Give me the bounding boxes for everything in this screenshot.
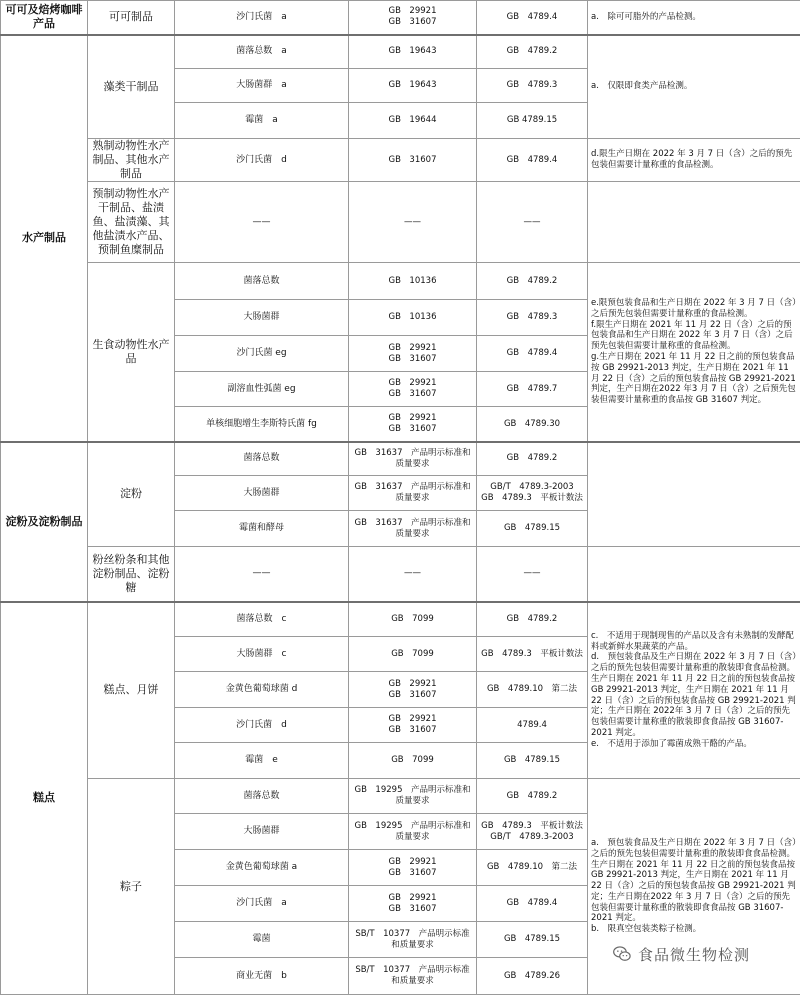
subcategory-zongzi: 粽子 [88, 779, 175, 995]
watermark-text: 食品微生物检测 [638, 944, 750, 965]
standard: GB 7099 [349, 637, 477, 672]
test-method: GB 4789.15 [477, 511, 588, 547]
test-method: GB 4789.26 [477, 958, 588, 995]
remark: a. 仅限即食类产品检测。 [588, 35, 800, 139]
test-item: 沙门氏菌 a [175, 886, 349, 922]
test-method: GB 4789.4 [477, 1, 588, 35]
test-item: 大肠菌群 a [175, 69, 349, 103]
test-method: GB 4789.3 平板计数法 [477, 637, 588, 672]
standard: SB/T 10377 产品明示标准和质量要求 [349, 958, 477, 995]
test-method: GB 4789.2 [477, 602, 588, 637]
category-cocoa: 可可及焙烤咖啡产品 [1, 1, 88, 35]
standard: GB 31607 [349, 139, 477, 182]
test-item: 菌落总数 [175, 779, 349, 814]
test-item: —— [175, 182, 349, 263]
remark [588, 182, 800, 263]
test-item: 商业无菌 b [175, 958, 349, 995]
test-item: 大肠菌群 [175, 476, 349, 511]
test-method: —— [477, 547, 588, 602]
standard: GB 10136 [349, 300, 477, 336]
standard: GB 19643 [349, 69, 477, 103]
remark: d.限生产日期在 2022 年 3 月 7 日（含）之后的预先包装但需要计量称重的食品检测。 [588, 139, 800, 182]
remark: e.限预包装食品和生产日期在 2022 年 3 月 7 日（含）之后预先包装但需要计量称重的食品检测。 f.限生产日期在 2021 年 11 月 22 日（含）之后的预包装食品和生产日期在 2022 年 3 月 7 日（含）之后预先包装但需要计量称重的食品检测。 g.生产日期在 2021 年 11 月 22 日之前的预包装食品按 GB 29921-2013 判定，生产日期在 2021 年 11 月 22 日（含）之后的预包装食品按 GB 29921-2021 判定，生产日期在2022 年3 月 7 日（含）之后预先包装但需要计量称重的食品按 GB 31607 判定。 [588, 263, 800, 442]
standard: —— [349, 182, 477, 263]
standard: GB 19643 [349, 35, 477, 69]
standard: GB 29921 GB 31607 [349, 407, 477, 442]
test-method: GB 4789.2 [477, 442, 588, 476]
remark [588, 547, 800, 602]
test-method: —— [477, 182, 588, 263]
test-method: GB 4789.7 [477, 372, 588, 407]
test-method: GB 4789.15 [477, 922, 588, 958]
remark: c. 不适用于现制现售的产品以及含有未熟制的发酵配料或新鲜水果蔬菜的产品。 d. 预包装食品及生产日期在 2022 年 3 月 7 日（含）之后的预先包装但需要计量称重的散装即食食品检测。生产日期在 2021 年 11 月 22 日之前的预包装食品按 GB 29921-2013 判定，生产日期在 2021 年 11 月 22 日（含）之后的预包装食品按 GB 29921-2021 判定；生产日期在 2022年 3 月 7 日（含）之后的预先包装但需要计量称重的散装即食食品按 GB 31607-2021 判定。 e. 不适用于添加了霉菌成熟干酪的产品。 [588, 602, 800, 779]
subcategory-starch-noodles: 粉丝粉条和其他淀粉制品、淀粉糖 [88, 547, 175, 602]
standard: GB 7099 [349, 602, 477, 637]
table-row [1, 182, 800, 263]
test-item: 霉菌 a [175, 103, 349, 139]
test-method: GB 4789.3 [477, 300, 588, 336]
test-item: 沙门氏菌 a [175, 1, 349, 35]
test-method: GB 4789.4 [477, 139, 588, 182]
test-item: 霉菌 [175, 922, 349, 958]
table-row [1, 779, 800, 814]
test-item: 菌落总数 [175, 263, 349, 300]
table-row [1, 442, 800, 476]
standard: GB 29921 GB 31607 [349, 372, 477, 407]
test-method: GB/T 4789.3-2003 GB 4789.3 平板计数法 [477, 476, 588, 511]
test-item: 霉菌和酵母 [175, 511, 349, 547]
standard: GB 29921 GB 31607 [349, 336, 477, 372]
standard: —— [349, 547, 477, 602]
test-method: GB 4789.15 [477, 743, 588, 779]
test-item: 金黄色葡萄球菌 a [175, 850, 349, 886]
test-item: 大肠菌群 [175, 814, 349, 850]
test-item: 沙门氏菌 eg [175, 336, 349, 372]
table-row [1, 547, 800, 602]
test-method: GB 4789.10 第二法 [477, 672, 588, 708]
table-row [1, 1, 800, 35]
test-item: 霉菌 e [175, 743, 349, 779]
test-item: 金黄色葡萄球菌 d [175, 672, 349, 708]
standard: SB/T 10377 产品明示标准和质量要求 [349, 922, 477, 958]
standard: GB 19644 [349, 103, 477, 139]
standard: GB 7099 [349, 743, 477, 779]
standard: GB 29921 GB 31607 [349, 708, 477, 743]
subcategory-pastry-mooncake: 糕点、月饼 [88, 602, 175, 779]
test-item: 副溶血性弧菌 eg [175, 372, 349, 407]
standard: GB 29921 GB 31607 [349, 672, 477, 708]
test-method: GB 4789.2 [477, 779, 588, 814]
test-item: 菌落总数 [175, 442, 349, 476]
subcategory-preserved-aquatic: 预制动物性水产干制品、盐渍鱼、盐渍藻、其他盐渍水产品、预制鱼糜制品 [88, 182, 175, 263]
subcategory-cooked-aquatic: 熟制动物性水产制品、其他水产制品 [88, 139, 175, 182]
standard: GB 29921 GB 31607 [349, 1, 477, 35]
test-item: 菌落总数 c [175, 602, 349, 637]
table-row [1, 139, 800, 182]
subcategory-raw-aquatic: 生食动物性水产品 [88, 263, 175, 442]
wechat-icon [612, 944, 632, 964]
watermark [612, 942, 794, 966]
table-row [1, 35, 800, 69]
standard: GB 19295 产品明示标准和质量要求 [349, 814, 477, 850]
standard: GB 31637 产品明示标准和质量要求 [349, 442, 477, 476]
test-method: GB 4789.4 [477, 336, 588, 372]
standard: GB 29921 GB 31607 [349, 850, 477, 886]
subcategory-algae: 藻类干制品 [88, 35, 175, 139]
test-method: GB 4789.2 [477, 263, 588, 300]
test-item: 大肠菌群 c [175, 637, 349, 672]
test-item: 菌落总数 a [175, 35, 349, 69]
remark: a. 预包装食品及生产日期在 2022 年 3 月 7 日（含）之后的预先包装但需要计量称重的散装即食食品检测。生产日期在 2021 年 11 月 22 日之前的预包装食品按 GB 29921-2013 判定，生产日期在 2021 年 11 月 22 日（含）之后的预包装食品按 GB 29921-2021 判定；生产日期在2022 年 3 月 7 日（含）之后的预先包装但需要计量称重的散装即食食品按 GB 31607-2021 判定。 b. 限真空包装类粽子检测。 [588, 779, 800, 995]
test-method: GB 4789.10 第二法 [477, 850, 588, 886]
table-row [1, 602, 800, 637]
standard: GB 29921 GB 31607 [349, 886, 477, 922]
test-item: —— [175, 547, 349, 602]
test-item: 沙门氏菌 d [175, 139, 349, 182]
subcategory-cocoa-products: 可可制品 [88, 1, 175, 35]
test-item: 大肠菌群 [175, 300, 349, 336]
test-method: 4789.4 [477, 708, 588, 743]
remark [588, 442, 800, 547]
subcategory-starch: 淀粉 [88, 442, 175, 547]
category-starch: 淀粉及淀粉制品 [1, 442, 88, 602]
test-method: GB 4789.15 [477, 103, 588, 139]
test-method: GB 4789.4 [477, 886, 588, 922]
table-row [1, 263, 800, 300]
category-pastry: 糕点 [1, 602, 88, 995]
remark: a. 除可可脂外的产品检测。 [588, 1, 800, 35]
test-method: GB 4789.30 [477, 407, 588, 442]
category-aquatic: 水产制品 [1, 35, 88, 442]
standard: GB 19295 产品明示标准和质量要求 [349, 779, 477, 814]
test-method: GB 4789.2 [477, 35, 588, 69]
test-item: 单核细胞增生李斯特氏菌 fg [175, 407, 349, 442]
test-method: GB 4789.3 平板计数法 GB/T 4789.3-2003 [477, 814, 588, 850]
test-item: 沙门氏菌 d [175, 708, 349, 743]
test-method: GB 4789.3 [477, 69, 588, 103]
standard: GB 31637 产品明示标准和质量要求 [349, 476, 477, 511]
standard: GB 10136 [349, 263, 477, 300]
standard: GB 31637 产品明示标准和质量要求 [349, 511, 477, 547]
